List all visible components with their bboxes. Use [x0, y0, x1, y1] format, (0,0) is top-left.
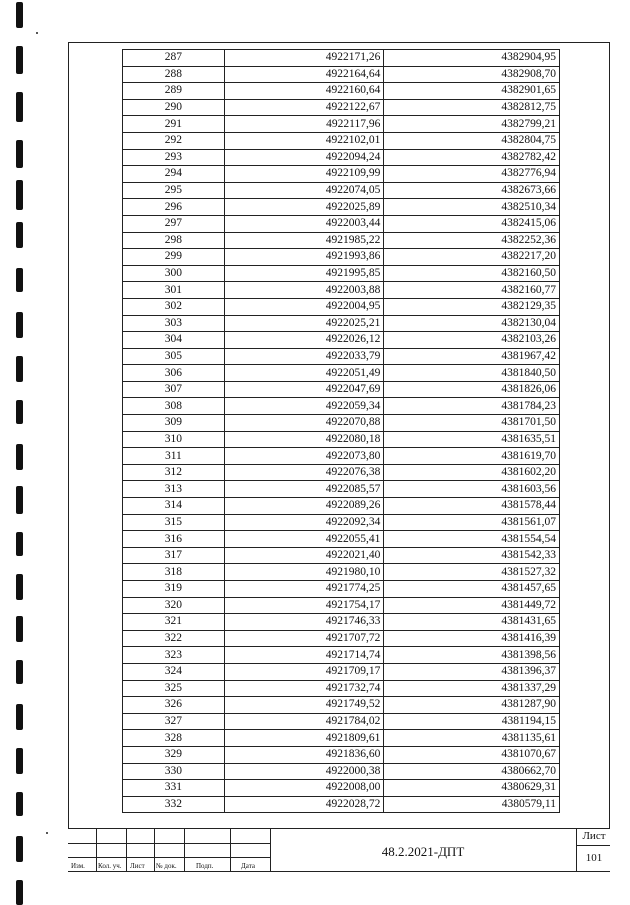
- x-coordinate-cell: 4921809,61: [224, 730, 384, 747]
- binder-hole-mark: [16, 268, 23, 292]
- x-coordinate-cell: 4922085,57: [224, 481, 384, 498]
- point-number-cell: 321: [123, 614, 225, 631]
- y-coordinate-cell: 4382908,70: [384, 66, 560, 83]
- point-number-cell: 300: [123, 265, 225, 282]
- stamp-label-revision: Изм.: [71, 862, 85, 870]
- point-number-cell: 306: [123, 365, 225, 382]
- x-coordinate-cell: 4921980,10: [224, 564, 384, 581]
- binder-hole-mark: [16, 574, 23, 600]
- table-row: [123, 796, 560, 813]
- y-coordinate-cell: 4381635,51: [384, 431, 560, 448]
- x-coordinate-cell: 4921985,22: [224, 232, 384, 249]
- table-row: [123, 647, 560, 664]
- y-coordinate-cell: 4381287,90: [384, 697, 560, 714]
- x-coordinate-cell: 4921709,17: [224, 663, 384, 680]
- y-coordinate-cell: 4382904,95: [384, 50, 560, 67]
- x-coordinate-cell: 4922033,79: [224, 348, 384, 365]
- table-row: [123, 332, 560, 349]
- x-coordinate-cell: 4922025,21: [224, 315, 384, 332]
- point-number-cell: 313: [123, 481, 225, 498]
- y-coordinate-cell: 4382415,06: [384, 215, 560, 232]
- y-coordinate-cell: 4381967,42: [384, 348, 560, 365]
- point-number-cell: 323: [123, 647, 225, 664]
- y-coordinate-cell: 4381194,15: [384, 713, 560, 730]
- x-coordinate-cell: 4922092,34: [224, 514, 384, 531]
- y-coordinate-cell: 4382103,26: [384, 332, 560, 349]
- table-row: [123, 99, 560, 116]
- y-coordinate-cell: 4382217,20: [384, 249, 560, 266]
- sheet-label: Лист: [582, 830, 606, 842]
- y-coordinate-cell: 4380662,70: [384, 763, 560, 780]
- x-coordinate-cell: 4922026,12: [224, 332, 384, 349]
- table-row: [123, 132, 560, 149]
- table-row: [123, 630, 560, 647]
- point-number-cell: 320: [123, 597, 225, 614]
- binder-hole-mark: [16, 92, 23, 122]
- y-coordinate-cell: 4381337,29: [384, 680, 560, 697]
- point-number-cell: 315: [123, 514, 225, 531]
- x-coordinate-cell: 4922003,88: [224, 282, 384, 299]
- x-coordinate-cell: 4922003,44: [224, 215, 384, 232]
- x-coordinate-cell: 4922051,49: [224, 365, 384, 382]
- binder-margin: [0, 0, 40, 905]
- table-row: [123, 614, 560, 631]
- point-number-cell: 331: [123, 780, 225, 797]
- x-coordinate-cell: 4921754,17: [224, 597, 384, 614]
- x-coordinate-cell: 4922109,99: [224, 166, 384, 183]
- point-number-cell: 292: [123, 132, 225, 149]
- table-row: [123, 215, 560, 232]
- y-coordinate-cell: 4382804,75: [384, 132, 560, 149]
- table-row: [123, 315, 560, 332]
- binder-dot: [46, 832, 48, 834]
- x-coordinate-cell: 4922059,34: [224, 398, 384, 415]
- y-coordinate-cell: 4381527,32: [384, 564, 560, 581]
- point-number-cell: 304: [123, 332, 225, 349]
- point-number-cell: 310: [123, 431, 225, 448]
- point-number-cell: 296: [123, 199, 225, 216]
- binder-hole-mark: [16, 46, 23, 74]
- point-number-cell: 309: [123, 415, 225, 432]
- table-row: [123, 713, 560, 730]
- table-row: [123, 232, 560, 249]
- x-coordinate-cell: 4921993,86: [224, 249, 384, 266]
- point-number-cell: 301: [123, 282, 225, 299]
- binder-hole-mark: [16, 2, 23, 28]
- point-number-cell: 330: [123, 763, 225, 780]
- y-coordinate-cell: 4380629,31: [384, 780, 560, 797]
- table-row: [123, 365, 560, 382]
- x-coordinate-cell: 4922004,95: [224, 298, 384, 315]
- point-number-cell: 293: [123, 149, 225, 166]
- y-coordinate-cell: 4381602,20: [384, 464, 560, 481]
- x-coordinate-cell: 4921995,85: [224, 265, 384, 282]
- stamp-label-doc-number: № док.: [156, 862, 177, 870]
- table-row: [123, 564, 560, 581]
- x-coordinate-cell: 4922089,26: [224, 498, 384, 515]
- x-coordinate-cell: 4921774,25: [224, 581, 384, 598]
- point-number-cell: 295: [123, 182, 225, 199]
- point-number-cell: 311: [123, 448, 225, 465]
- table-row: [123, 182, 560, 199]
- title-block: [68, 828, 610, 872]
- y-coordinate-cell: 4382160,50: [384, 265, 560, 282]
- y-coordinate-cell: 4381578,44: [384, 498, 560, 515]
- x-coordinate-cell: 4921746,33: [224, 614, 384, 631]
- x-coordinate-cell: 4922117,96: [224, 116, 384, 133]
- table-row: [123, 730, 560, 747]
- x-coordinate-cell: 4922028,72: [224, 796, 384, 813]
- table-row: [123, 780, 560, 797]
- x-coordinate-cell: 4922000,38: [224, 763, 384, 780]
- y-coordinate-cell: 4381840,50: [384, 365, 560, 382]
- y-coordinate-cell: 4382510,34: [384, 199, 560, 216]
- y-coordinate-cell: 4382673,66: [384, 182, 560, 199]
- table-row: [123, 697, 560, 714]
- table-row: [123, 282, 560, 299]
- binder-hole-mark: [16, 140, 23, 168]
- y-coordinate-cell: 4381561,07: [384, 514, 560, 531]
- binder-hole-mark: [16, 444, 23, 470]
- table-row: [123, 498, 560, 515]
- table-row: [123, 663, 560, 680]
- point-number-cell: 288: [123, 66, 225, 83]
- table-row: [123, 481, 560, 498]
- point-number-cell: 299: [123, 249, 225, 266]
- point-number-cell: 329: [123, 746, 225, 763]
- point-number-cell: 289: [123, 83, 225, 100]
- y-coordinate-cell: 4381603,56: [384, 481, 560, 498]
- y-coordinate-cell: 4382812,75: [384, 99, 560, 116]
- stamp-label-signature: Подп.: [196, 862, 214, 870]
- table-row: [123, 547, 560, 564]
- x-coordinate-cell: 4922047,69: [224, 381, 384, 398]
- x-coordinate-cell: 4922008,00: [224, 780, 384, 797]
- x-coordinate-cell: 4922021,40: [224, 547, 384, 564]
- point-number-cell: 294: [123, 166, 225, 183]
- table-row: [123, 415, 560, 432]
- point-number-cell: 290: [123, 99, 225, 116]
- point-number-cell: 287: [123, 50, 225, 67]
- y-coordinate-cell: 4382252,36: [384, 232, 560, 249]
- table-row: [123, 746, 560, 763]
- point-number-cell: 324: [123, 663, 225, 680]
- binder-hole-mark: [16, 356, 23, 382]
- binder-hole-mark: [16, 836, 23, 862]
- x-coordinate-cell: 4922025,89: [224, 199, 384, 216]
- table-row: [123, 166, 560, 183]
- table-row: [123, 531, 560, 548]
- point-number-cell: 332: [123, 796, 225, 813]
- table-row: [123, 199, 560, 216]
- binder-hole-mark: [16, 616, 23, 642]
- point-number-cell: 318: [123, 564, 225, 581]
- table-row: [123, 763, 560, 780]
- table-row: [123, 66, 560, 83]
- y-coordinate-cell: 4381449,72: [384, 597, 560, 614]
- x-coordinate-cell: 4922055,41: [224, 531, 384, 548]
- y-coordinate-cell: 4382776,94: [384, 166, 560, 183]
- x-coordinate-cell: 4922076,38: [224, 464, 384, 481]
- y-coordinate-cell: 4382130,04: [384, 315, 560, 332]
- binder-hole-mark: [16, 880, 23, 905]
- y-coordinate-cell: 4382901,65: [384, 83, 560, 100]
- y-coordinate-cell: 4380579,11: [384, 796, 560, 813]
- y-coordinate-cell: 4381784,23: [384, 398, 560, 415]
- x-coordinate-cell: 4921749,52: [224, 697, 384, 714]
- document-code: 48.2.2021-ДПТ: [381, 844, 465, 859]
- binder-hole-mark: [16, 748, 23, 774]
- binder-hole-mark: [16, 704, 23, 730]
- sheet-number: 101: [585, 852, 603, 864]
- y-coordinate-cell: 4381619,70: [384, 448, 560, 465]
- y-coordinate-cell: 4381416,39: [384, 630, 560, 647]
- coordinates-table: [122, 49, 560, 813]
- table-row: [123, 381, 560, 398]
- x-coordinate-cell: 4921732,74: [224, 680, 384, 697]
- x-coordinate-cell: 4922102,01: [224, 132, 384, 149]
- x-coordinate-cell: 4921836,60: [224, 746, 384, 763]
- y-coordinate-cell: 4382129,35: [384, 298, 560, 315]
- binder-hole-mark: [16, 222, 23, 248]
- stamp-label-count: Кол. уч.: [98, 862, 122, 870]
- x-coordinate-cell: 4922122,67: [224, 99, 384, 116]
- table-row: [123, 83, 560, 100]
- table-row: [123, 431, 560, 448]
- table-row: [123, 581, 560, 598]
- x-coordinate-cell: 4922074,05: [224, 182, 384, 199]
- x-coordinate-cell: 4922164,64: [224, 66, 384, 83]
- table-row: [123, 298, 560, 315]
- table-row: [123, 398, 560, 415]
- stamp-label-date: Дата: [241, 862, 255, 870]
- point-number-cell: 314: [123, 498, 225, 515]
- point-number-cell: 316: [123, 531, 225, 548]
- point-number-cell: 298: [123, 232, 225, 249]
- table-row: [123, 116, 560, 133]
- table-row: [123, 249, 560, 266]
- point-number-cell: 291: [123, 116, 225, 133]
- point-number-cell: 319: [123, 581, 225, 598]
- binder-hole-mark: [16, 532, 23, 556]
- binder-hole-mark: [16, 486, 23, 514]
- y-coordinate-cell: 4381826,06: [384, 381, 560, 398]
- y-coordinate-cell: 4382160,77: [384, 282, 560, 299]
- y-coordinate-cell: 4381554,54: [384, 531, 560, 548]
- binder-hole-mark: [16, 400, 23, 424]
- table-row: [123, 680, 560, 697]
- table-row: [123, 265, 560, 282]
- table-row: [123, 514, 560, 531]
- point-number-cell: 305: [123, 348, 225, 365]
- y-coordinate-cell: 4381396,37: [384, 663, 560, 680]
- point-number-cell: 303: [123, 315, 225, 332]
- point-number-cell: 326: [123, 697, 225, 714]
- table-row: [123, 50, 560, 67]
- point-number-cell: 312: [123, 464, 225, 481]
- y-coordinate-cell: 4381457,65: [384, 581, 560, 598]
- binder-hole-mark: [16, 180, 23, 210]
- x-coordinate-cell: 4921707,72: [224, 630, 384, 647]
- stamp-label-sheet: Лист: [130, 862, 145, 870]
- x-coordinate-cell: 4921714,74: [224, 647, 384, 664]
- y-coordinate-cell: 4382799,21: [384, 116, 560, 133]
- x-coordinate-cell: 4922070,88: [224, 415, 384, 432]
- point-number-cell: 307: [123, 381, 225, 398]
- point-number-cell: 328: [123, 730, 225, 747]
- x-coordinate-cell: 4922080,18: [224, 431, 384, 448]
- point-number-cell: 297: [123, 215, 225, 232]
- point-number-cell: 317: [123, 547, 225, 564]
- binder-hole-mark: [16, 312, 23, 338]
- point-number-cell: 302: [123, 298, 225, 315]
- y-coordinate-cell: 4381701,50: [384, 415, 560, 432]
- binder-dot: [36, 32, 38, 34]
- x-coordinate-cell: 4922094,24: [224, 149, 384, 166]
- table-row: [123, 348, 560, 365]
- point-number-cell: 308: [123, 398, 225, 415]
- point-number-cell: 327: [123, 713, 225, 730]
- table-row: [123, 597, 560, 614]
- x-coordinate-cell: 4922160,64: [224, 83, 384, 100]
- y-coordinate-cell: 4381070,67: [384, 746, 560, 763]
- x-coordinate-cell: 4922171,26: [224, 50, 384, 67]
- table-row: [123, 464, 560, 481]
- point-number-cell: 325: [123, 680, 225, 697]
- binder-hole-mark: [16, 660, 23, 684]
- table-row: [123, 448, 560, 465]
- y-coordinate-cell: 4381398,56: [384, 647, 560, 664]
- table-row: [123, 149, 560, 166]
- y-coordinate-cell: 4381542,33: [384, 547, 560, 564]
- binder-hole-mark: [16, 792, 23, 816]
- point-number-cell: 322: [123, 630, 225, 647]
- x-coordinate-cell: 4922073,80: [224, 448, 384, 465]
- y-coordinate-cell: 4381135,61: [384, 730, 560, 747]
- y-coordinate-cell: 4381431,65: [384, 614, 560, 631]
- x-coordinate-cell: 4921784,02: [224, 713, 384, 730]
- y-coordinate-cell: 4382782,42: [384, 149, 560, 166]
